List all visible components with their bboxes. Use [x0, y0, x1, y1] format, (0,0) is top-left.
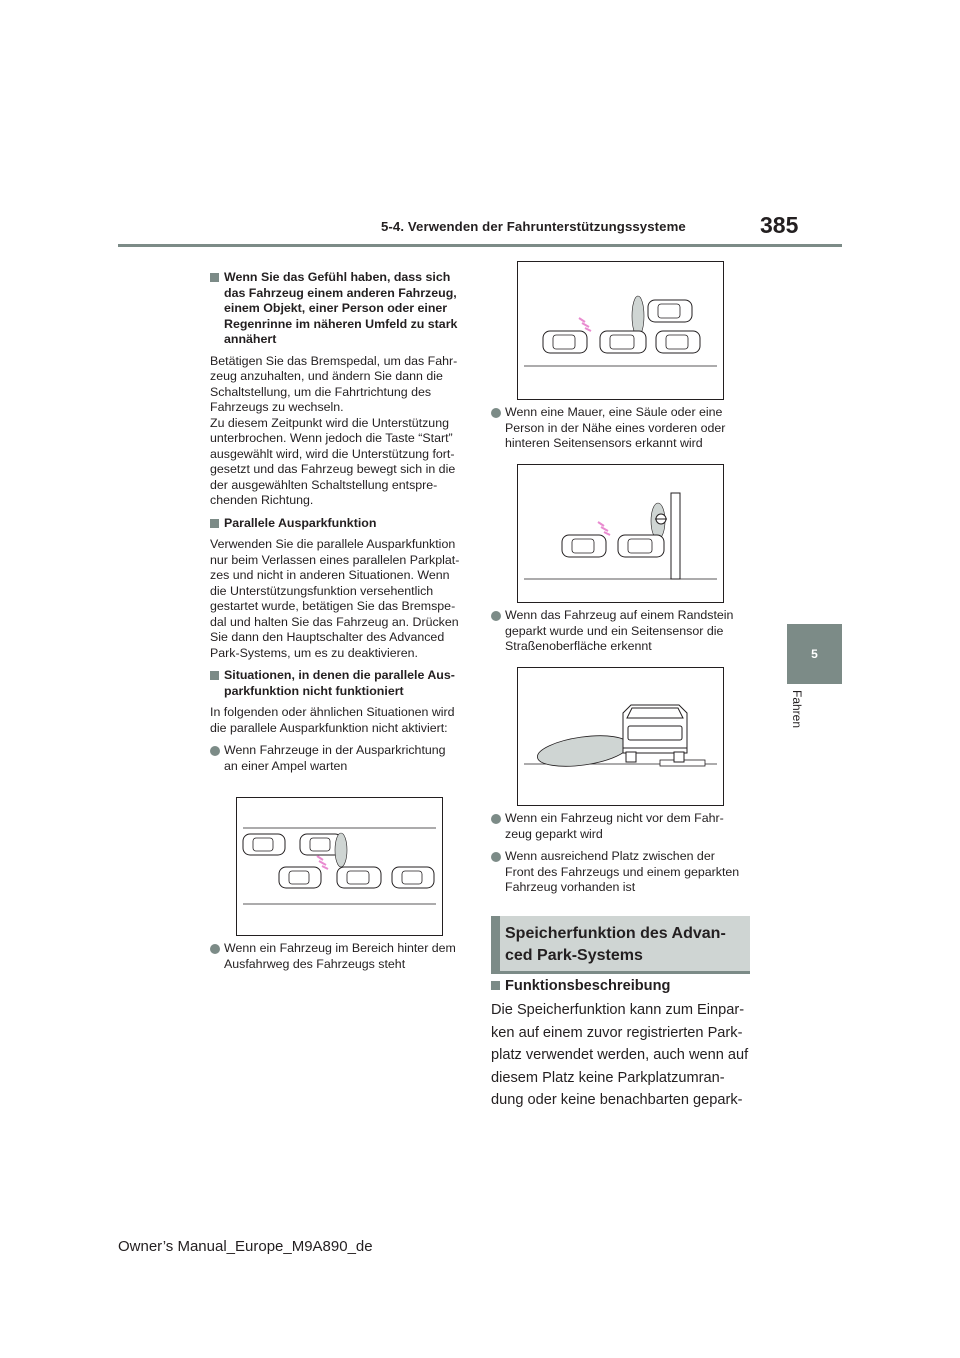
header-rule: [118, 244, 842, 247]
round-bullet-icon: [210, 746, 220, 756]
bullet-curb: Wenn das Fahrzeug auf einem Randstein geparkt wurde und ein Seitensensor die Straßenoberfläche erkennt: [491, 608, 753, 655]
subheading-function: Funktionsbeschreibung: [491, 977, 753, 995]
square-bullet-icon: [210, 519, 219, 528]
square-bullet-icon: [210, 671, 219, 680]
right-column-bottom: [491, 977, 753, 1112]
round-bullet-icon: [491, 408, 501, 418]
paragraph-situations: In folgenden oder ähnlichen Situationen wird die parallele Ausparkfunktion nicht aktiviert:: [210, 705, 455, 735]
paragraph-memory: Die Speicherfunktion kann zum Einpar- ken auf einem zuvor registrierten Park- platz verwendet werden, auch wenn auf diesem Platz keine Parkplatzumran- dung oder keine benachbarten gepark-: [491, 1002, 749, 1108]
wall-icon: [671, 493, 680, 579]
chapter-tab: 5: [787, 624, 842, 684]
subheading-parallel-exit: Parallele Ausparkfunktion: [210, 516, 472, 532]
paragraph-parallel-exit: Verwenden Sie die parallele Ausparkfunktion nur beim Verlassen eines parallelen Parkplat- zes und nicht in anderen Situationen. Wenn die Unterstützungsfunktion versehentlich gestartet wurde, betätigen Sie das Bremspe- dal und halten Sie das Fahrzeug an. Drücken Sie dann den Hauptschalter des Advanced Park-Systems, um es zu deaktivieren.: [210, 537, 460, 660]
round-bullet-icon: [491, 852, 501, 862]
page-number: 385: [760, 212, 799, 238]
sensor-zone: [632, 296, 644, 336]
right-column-top: [491, 405, 753, 452]
right-column-lower: [491, 811, 753, 896]
left-column-bottom: [210, 941, 472, 972]
car-front-icon: [623, 705, 687, 762]
figure-traffic-light: [236, 797, 443, 936]
car-icon: [648, 300, 692, 322]
right-column-middle: [491, 608, 753, 655]
chapter-label-text: Fahren: [790, 690, 804, 729]
left-column: [210, 270, 472, 774]
car-icon: [543, 331, 587, 353]
section-bar: [491, 916, 500, 971]
square-bullet-icon: [210, 273, 219, 282]
figure-person-wall: [517, 464, 724, 603]
car-icon: [562, 535, 606, 557]
own-car-icon: [618, 535, 664, 557]
footer: Owner’s Manual_Europe_M9A890_de: [118, 1238, 373, 1255]
subheading-not-working: Situationen, in denen die parallele Aus- parkfunktion nicht funktioniert: [210, 668, 472, 699]
paragraph-brake: Betätigen Sie das Bremspedal, um das Fahr- zeug anzuhalten, und ändern Sie dann die Schaltstellung, um die Fahrtrichtung des Fahrzeugs zu wechseln. Zu diesem Zeitpunkt wird die Unterstützung unterbrochen. Wenn jedoch die Taste “Start” ausgewählt wird, wird die Unterstützung fort- gesetzt und das Fahrzeug bewegt sich in die der ausgewählten Schaltstellung entspre- chenden Richtung.: [210, 353, 458, 507]
sensor-wave-icon: [317, 856, 328, 869]
figure-curb: [517, 667, 724, 806]
car-icon: [392, 867, 434, 888]
bullet-no-vehicle: Wenn ein Fahrzeug nicht vor dem Fahr- zeug geparkt wird: [491, 811, 753, 842]
sensor-zone: [535, 731, 630, 772]
section-heading-memory: [491, 916, 750, 974]
sensor-wave-icon: [598, 522, 610, 535]
round-bullet-icon: [491, 814, 501, 824]
figure-wall-pillar: [517, 261, 724, 400]
chapter-label: [786, 690, 806, 750]
car-icon: [656, 331, 700, 353]
car-icon: [243, 834, 285, 855]
round-bullet-icon: [210, 944, 220, 954]
bullet-enough-space: Wenn ausreichend Platz zwischen der Front des Fahrzeugs und einem geparkten Fahrzeug vorhanden ist: [491, 849, 753, 896]
bullet-wall-pillar: Wenn eine Mauer, eine Säule oder eine Person in der Nähe eines vorderen oder hinteren Seitensensors erkannt wird: [491, 405, 753, 452]
round-bullet-icon: [491, 611, 501, 621]
section-header: 5-4. Verwenden der Fahrunterstützungssysteme: [381, 219, 686, 234]
section-heading-text: Speicherfunktion des Advan- ced Park-Systems: [505, 925, 726, 964]
own-car-icon: [600, 331, 646, 353]
own-car-icon: [337, 867, 381, 888]
subheading-too-close: Wenn Sie das Gefühl haben, dass sich das Fahrzeug einem anderen Fahrzeug, einem Objekt, einer Person oder einer Regenrinne im näheren Umfeld zu stark annähert: [210, 270, 472, 348]
square-bullet-icon: [491, 981, 500, 990]
sensor-zone: [335, 833, 347, 867]
car-icon: [279, 867, 321, 888]
person-icon: [655, 514, 667, 524]
bullet-traffic-light: Wenn Fahrzeuge in der Ausparkrichtung an einer Ampel warten: [210, 743, 472, 774]
sensor-wave-icon: [579, 318, 591, 331]
bullet-behind-path: Wenn ein Fahrzeug im Bereich hinter dem Ausfahrweg des Fahrzeugs steht: [210, 941, 472, 972]
